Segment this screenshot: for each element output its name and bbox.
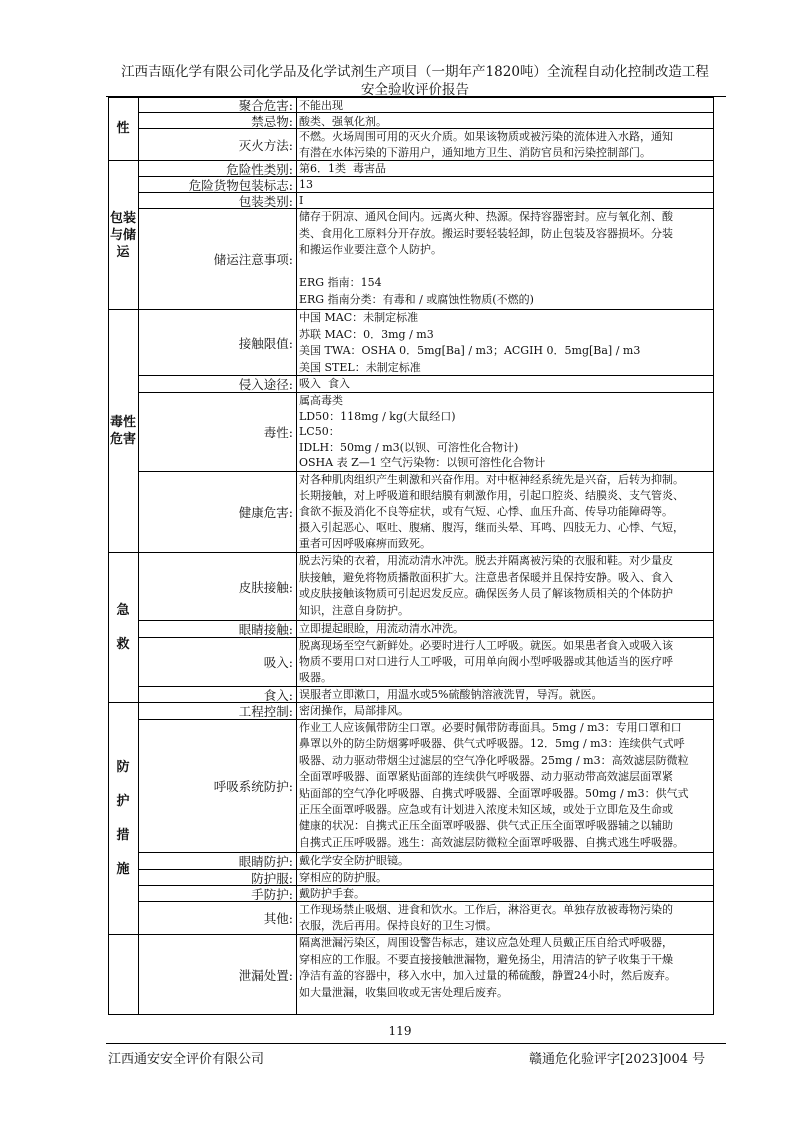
- label-hazard-class: 危险性类别:: [139, 161, 297, 177]
- footer-rule: [106, 1043, 726, 1044]
- label-polymerization-hazard: 聚合危害:: [139, 97, 297, 113]
- value-incompatibles: 酸类、强氧化剂。: [297, 113, 714, 129]
- value-inhalation: 脱离现场至空气新鲜处。必要时进行人工呼吸。就医。如果患者食入或吸入该 物质不要用口对口进行人工呼吸，可用单向阀小型呼吸器或其他适当的医疗呼 吸器。: [297, 638, 714, 687]
- value-respiratory-protection: 作业工人应该佩带防尘口罩。必要时佩带防毒面具。5mg / m3：专用口罩和口 鼻罩以外的防尘防烟雾呼吸器、供气式呼吸器。12．5mg / m3：连续供气式呼 吸器、动力驱动带烟尘过滤层的空气净化呼吸器。25mg / m3：高效滤层防微粒 全面罩呼吸器、面罩紧贴面部的连续供气呼吸器、动力驱动带高效滤层面罩紧 贴面部的空气净化呼吸器、自携式呼吸器、全面罩呼吸器。50mg / m3：供气式 正压全面罩呼吸器。应急或有计划进入浓度未知区域，或处于立即危及生命或 健康的状况：自携式正压全面罩呼吸器、供气式正压全面罩呼吸器辅之以辅助 自携式正压呼吸器。逃生：高效滤层防微粒全面罩呼吸器、自携式逃生呼吸器。: [297, 720, 714, 853]
- value-eye-protection: 戴化学安全防护眼镜。: [297, 853, 714, 870]
- label-eye-contact: 眼睛接触:: [139, 621, 297, 638]
- value-hazard-class: 第6．1类 毒害品: [297, 161, 714, 177]
- value-storage-transport: 储存于阴凉、通风仓间内。远离火种、热源。保持容器密封。应与氧化剂、酸 类、食用化工原料分开存放。搬运时要轻装轻卸，防止包装及容器损坏。分装 和搬运作业要注意个人防护。 ERG 指南：154 ERG 指南分类：有毒和 / 或腐蚀性物质(不燃的): [297, 209, 714, 310]
- value-leak-disposal: 隔离泄漏污染区，周围设警告标志，建议应急处理人员戴正压自给式呼吸器， 穿相应的工作服。不要直接接触泄漏物，避免扬尘，用清洁的铲子收集于干燥 净洁有盖的容器中，移入水中，加入过量的稀硫酸，静置24小时，然后废弃。 如大量泄漏，收集回收或无害处理后废弃。: [299, 936, 676, 999]
- footer-company: 江西通安安全评价有限公司: [108, 1052, 265, 1067]
- value-polymerization-hazard: 不能出现: [297, 97, 714, 113]
- label-storage-transport: 储运注意事项:: [139, 209, 297, 310]
- value-health-hazards: 对各种肌肉组织产生刺激和兴奋作用。对中枢神经系统先是兴奋，后转为抑制。 长期接触，对上呼吸道和眼结膜有刺激作用，引起口腔炎、结膜炎、支气管炎、 食欲不振及消化不良等症状，或有气短、心悸、血压升高、传导功能障碍等。 摄入引起恶心、呕吐、腹痛、腹泻，继而头晕、耳鸣、四肢无力、心悸、气短， 重者可因呼吸麻痹而致死。: [297, 472, 714, 553]
- page-number: 119: [388, 1024, 412, 1038]
- value-ingestion: 误服者立即漱口，用温水或5%硫酸钠溶液洗胃，导泻。就医。: [297, 687, 714, 703]
- value-packing-group: I: [297, 193, 714, 209]
- value-engineering-control: 密闭操作，局部排风。: [297, 703, 714, 720]
- label-incompatibles: 禁忌物:: [139, 113, 297, 129]
- label-health-hazards: 健康危害:: [139, 472, 297, 553]
- value-toxicity: 属高毒类 LD50：118mg / kg(大鼠经口) LC50： IDLH：50mg / m3(以钡、可溶性化合物计) OSHA 表 Z—1 空气污染物：以钡可溶性化合物计: [297, 393, 714, 472]
- label-eye-protection: 眼睛防护:: [139, 853, 297, 870]
- label-leak-disposal: 泄漏处置:: [139, 935, 297, 1015]
- footer-report-number: 赣通危化验评字[2023]004 号: [529, 1052, 706, 1067]
- value-dangerous-goods-mark: 13: [297, 177, 714, 193]
- label-respiratory-protection: 呼吸系统防护:: [139, 720, 297, 853]
- label-fire-fighting: 灭火方法:: [139, 129, 297, 161]
- label-exposure-routes: 侵入途径:: [139, 376, 297, 393]
- value-skin-contact: 脱去污染的衣着，用流动清水冲洗。脱去并隔离被污染的衣服和鞋。对少量皮 肤接触，避免将物质播散面积扩大。注意患者保暖并且保持安静。吸入、食入 或皮肤接触该物质可引起迟发反应。确保医务人员了解该物质相关的个体防护 知识，注意自身防护。: [297, 553, 714, 621]
- value-exposure-limits: 中国 MAC：未制定标准 苏联 MAC：0．3mg / m3 美国 TWA：OSHA 0．5mg[Ba] / m3；ACGIH 0．5mg[Ba] / m3 美国 STEL：未制定标准: [297, 310, 714, 376]
- section-leak: [108, 935, 139, 1015]
- value-protective-clothing: 穿相应的防护服。: [297, 870, 714, 886]
- value-hand-protection: 戴防护手套。: [297, 886, 714, 902]
- label-protective-clothing: 防护服:: [139, 870, 297, 886]
- label-ingestion: 食入:: [139, 687, 297, 703]
- value-fire-fighting: 不燃。火场周围可用的灭火介质。如果该物质或被污染的流体进入水路，通知 有潜在水体污染的下游用户，通知地方卫生、消防官员和污染控制部门。: [297, 129, 714, 161]
- value-eye-contact: 立即提起眼睑，用流动清水冲洗。: [297, 621, 714, 638]
- label-skin-contact: 皮肤接触:: [139, 553, 297, 621]
- value-exposure-routes: 吸入 食入: [297, 376, 714, 393]
- label-other-protection: 其他:: [139, 902, 297, 935]
- section-property: 性: [108, 97, 139, 161]
- label-dangerous-goods-mark: 危险货物包装标志:: [139, 177, 297, 193]
- document-title: 江西吉瓯化学有限公司化学品及化学试剂生产项目（一期年产1820吨）全流程自动化控制改造工程: [121, 64, 709, 80]
- label-exposure-limits: 接触限值:: [139, 310, 297, 376]
- section-toxicity: 毒性 危害: [108, 310, 139, 553]
- label-hand-protection: 手防护:: [139, 886, 297, 902]
- label-toxicity: 毒性:: [139, 393, 297, 472]
- section-protection: 防 护 措 施: [108, 703, 139, 935]
- label-engineering-control: 工程控制:: [139, 703, 297, 720]
- value-other-protection: 工作现场禁止吸烟、进食和饮水。工作后，淋浴更衣。单独存放被毒物污染的 衣服，洗后再用。保持良好的卫生习惯。: [297, 902, 714, 935]
- document-subtitle: 安全验收评价报告: [361, 82, 469, 98]
- label-packing-group: 包装类别:: [139, 193, 297, 209]
- msds-table: [108, 97, 714, 1015]
- section-firstaid: 急 救: [108, 553, 139, 703]
- label-inhalation: 吸入:: [139, 638, 297, 687]
- section-packaging: 包装 与储 运: [108, 161, 139, 310]
